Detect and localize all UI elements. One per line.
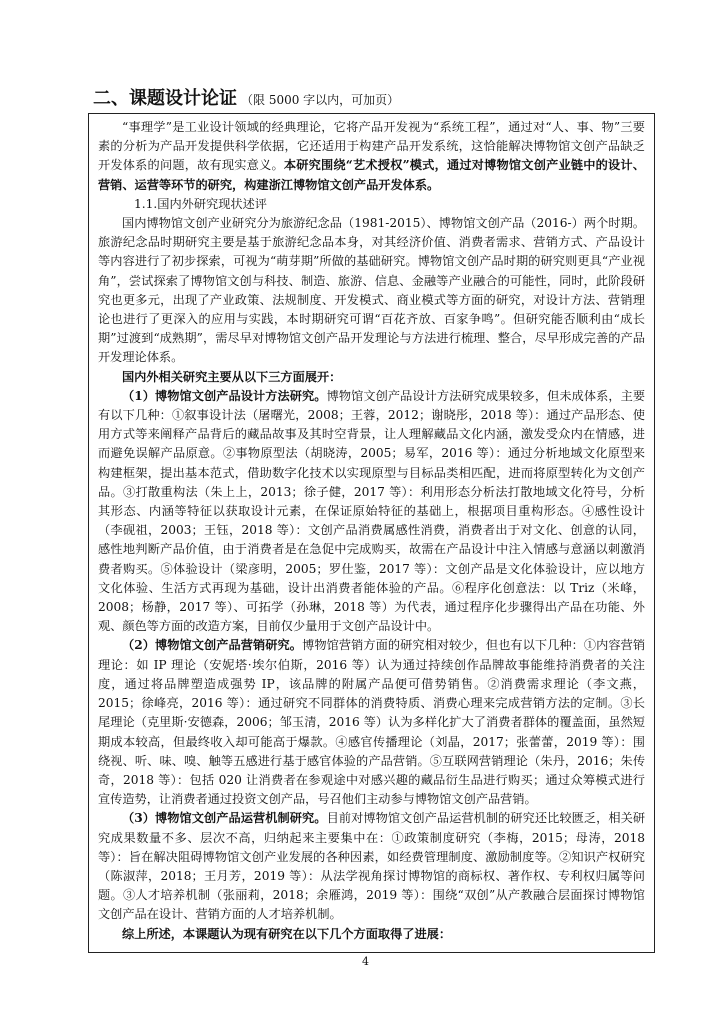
operation-body: 目前对博物馆文创产品运营机制的研究还比较匮乏，相关研究成果数量不多、层次不高，归纳起来主要集中在：①政策制度研究（李梅，2015；母涛，2018 等）：旨在解决阻碍博物馆文创产业发展的各种因素，如经费管理制度、激励制度等。②知识产权研究（陈淑萍，2018；王月芳，2019 等）：从法学视角探讨博物馆的商标权、著作权、专利权归属等问题。③人才培养机制（张丽莉，2018；余雁鸿，2019 等）：围绕“双创”从产教融合层面探讨博物馆文创产品在设计、营销方面的人才培养机制。 — [98, 811, 646, 922]
operation-paragraph — [98, 809, 645, 924]
marketing-body: 博物馆营销方面的研究相对较少，但也有以下几种：①内容营销理论：如 IP 理论（安妮塔·埃尔伯斯，2016 等）认为通过持续创作品牌故事能维持消费者的关注度，通过将品牌塑造成强势 IP，该品牌的附属产品便可借势销售。②消费需求理论（李文燕，2015；徐峰亮，2016 等）：通过研究不同群体的消费特质、消费心理来完成营销方法的定制。③长尾理论（克里斯·安德森，2006；邹玉清，2016 等）认为多样化扩大了消费者群体的覆盖面，虽然短期成本较高，但最终收入却可能高于爆款。④感官传播理论（刘晶，2017；张蕾蕾，2019 等）：围绕视、听、味、嗅、触等五感进行基于感官体验的产品营销。⑤互联网营销理论（朱丹，2016；朱传奇，2018 等）：包括 020 让消费者在参观途中对感兴趣的藏品衍生品进行购买；通过众筹模式进行宣传造势，让消费者通过投资文创产品，号召他们主动参与博物馆文创产品营销。 — [98, 638, 646, 807]
section-title: 二、课题设计论证 — [93, 88, 237, 109]
word-limit-note: （限 5000 字以内，可加页） — [241, 93, 400, 107]
intro-text-2: 本研究围绕“艺术授权”模式，通过对博物馆文创产业链中的设计、营销、运营等环节的研究，构建浙江博物馆文创产品开发体系。 — [98, 158, 645, 192]
page-number: 4 — [362, 955, 369, 968]
intro-paragraph — [98, 118, 645, 195]
design-methods-body: 博物馆文创产品设计方法研究成果较多，但未成体系，主要有以下几种：①叙事设计法（屠曙光，2008；王蓉，2012；谢晓彤，2018 等）：通过产品形态、使用方式等来阐释产品背后的藏品故事及其时空背景，让人理解藏品文化内涵，激发受众内在情感，进而避免误解产品原意。②事物原型法（胡晓涛，2005；易军，2016 等）：通过分析地域文化原型来构建框架，提出基本范式，借助数字化技术以实现原型与目标品类相匹配，进而将原型转化为文创产品。③打散重构法（朱上上，2013；徐子健，2017 等）：利用形态分析法打散地域文化符号，分析其形态、内涵等特征以获取设计元素，在保证原始特征的基础上，根据项目重构形态。④感性设计（李砚祖，2003；王钰，2018 等）：文创产品消费属感性消费，消费者出于对文化、创意的认同，感性地判断产品价值，由于消费者是在急促中完成购买，故需在产品设计中注入情感与意涵以刺激消费者购买。⑤体验设计（梁彦明，2005；罗仕鉴，2017 等）：文创产品是文化体验设计，应以地方文化体验、生活方式再现为基础，设计出消费者能体验的产品。⑥程序化创意法：以 Triz（米峰，2008；杨静，2017 等）、可拓学（孙琳，2018 等）为代表，通过程序化步骤得出产品在功能、外观、颜色等方面的改造方案，目前仅少量用于文创产品设计中。 — [98, 388, 646, 634]
domestic-periods-paragraph: 国内博物馆文创产业研究分为旅游纪念品（1981-2015）、博物馆文创产品（2016-）两个时期。旅游纪念品时期研究主要是基于旅游纪念品本身，对其经济价值、消费者需求、营销方式、产品设计等内容进行了初步探索，可视为“萌芽期”所做的基础研究。博物馆文创产品时期的研究则更具“产业视角”，尝试探索了博物馆文创与科技、制造、旅游、信息、金融等产业融合的可能性，同时，此阶段研究也更多元，出现了产业政策、法规制度、开发模式、商业模式等方面的研究，对设计方法、营销理论也进行了更深入的应用与实践，本时期研究可谓“百花齐放、百家争鸣”。但研究能否顺利由“成长期”过渡到“成熟期”，需尽早对博物馆文创产品开发理论与方法进行梳理、整合，尽早形成完善的产品开发理论体系。 — [98, 216, 645, 365]
subsection-heading: 1.1.国内外研究现状述评 — [134, 196, 267, 211]
design-methods-paragraph — [98, 387, 645, 637]
marketing-title: （2）博物馆文创产品营销研究。 — [122, 638, 303, 653]
three-aspects-lead: 国内外相关研究主要从以下三方面展开： — [122, 369, 342, 384]
operation-title: （3）博物馆文创产品运营机制研究。 — [122, 811, 327, 826]
summary-paragraph: 综上所述，本课题认为现有研究在以下几个方面取得了进展： — [122, 926, 452, 941]
design-methods-title: （1）博物馆文创产品设计方法研究。 — [122, 388, 327, 403]
intro-text-1: “事理学”是工业设计领域的经典理论，它将产品开发视为“系统工程”，通过对“人、事、物”三要素的分析为产品开发提供科学依据，它还适用于构建产品开发系统，这恰能解决博物馆文创产品缺乏开发体系的问题，故有现实意义。 — [98, 120, 645, 173]
marketing-paragraph — [98, 636, 645, 809]
argument-box — [88, 113, 655, 953]
section-heading — [93, 84, 653, 110]
